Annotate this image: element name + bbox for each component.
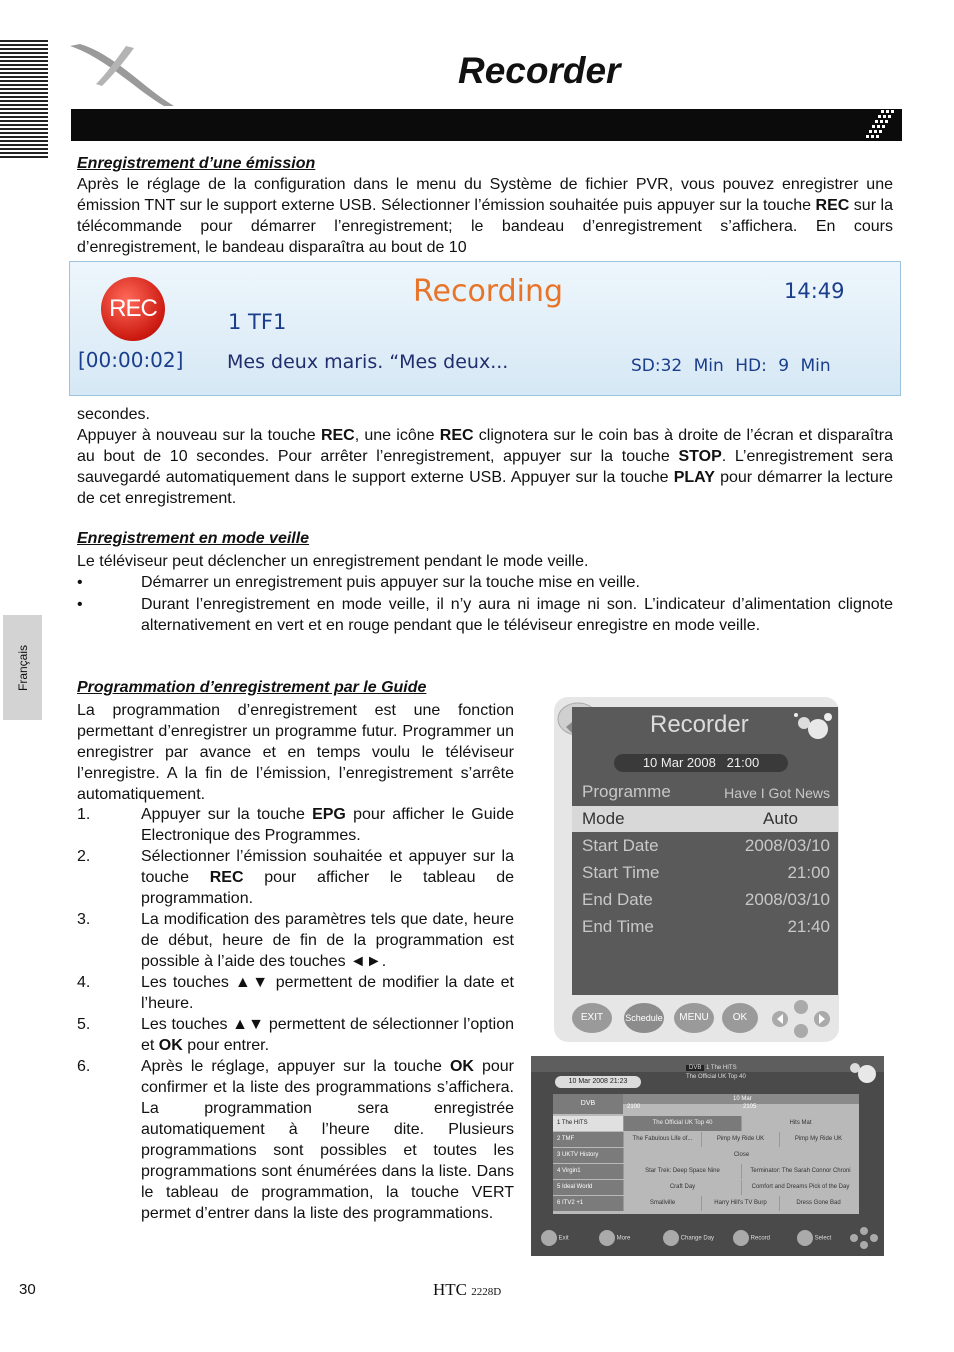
recorder-row[interactable] [572, 806, 838, 832]
recorder-row-value: 2008/03/10 [744, 836, 830, 855]
guide-step-list [77, 804, 514, 1224]
step-number: 6. [77, 1058, 91, 1075]
epg-channel-row[interactable] [553, 1116, 859, 1131]
step-text: Sélectionner l’émission souhaitée et appuyer sur la touche REC pour afficher le tableau de programmation. [141, 848, 515, 907]
recorder-datetime: 10 Mar 2008 21:00 [614, 754, 788, 772]
epg-time-label: 2105 [743, 1104, 757, 1110]
section2-intro: Le téléviseur peut déclencher un enregistrement pendant le mode veille. [77, 553, 589, 570]
title-bar [71, 109, 901, 141]
epg-more-button[interactable]: More [599, 1230, 630, 1247]
brand-logo-icon [66, 40, 176, 112]
bullet-text: Durant l’enregistrement en mode veille, il n’y aura ni image ni son. L’indicateur d’alimentation clignote alternativement en vert et en rouge pendant que le téléviseur enregistre en mode veille. [141, 596, 893, 634]
epg-channel-row[interactable] [553, 1132, 859, 1147]
epg-program-cell[interactable]: Dress Gone Bad [779, 1196, 857, 1211]
list-item [77, 1056, 514, 1224]
recording-heading: Recording [413, 274, 564, 309]
section1-paragraph1: Après le réglage de la configuration dans le menu du Système de fichier PVR, vous pouvez enregistrer une émission TNT sur le support externe USB. Sélectionner l’émission souhaitée puis appuyer sur la touche REC sur la télécommande pour démarrer l’enregistrement; le bandeau d’enregistrement s’affichera. En cours d’enregistrement, le bandeau disparaîtra au bout de 10 [77, 176, 893, 256]
recorder-buttons [570, 999, 838, 1039]
epg-exit-button[interactable]: Exit [541, 1230, 569, 1247]
footer-model-suffix: 2228D [471, 1286, 502, 1298]
epg-program-cell[interactable]: Craft Day [623, 1180, 741, 1195]
epg-info-number: 1 [706, 1065, 710, 1071]
epg-grid [553, 1094, 859, 1214]
step-text: Appuyer sur la touche EPG pour afficher le Guide Electronique des Programmes. [141, 806, 514, 844]
epg-channel-name: 3 UKTV History [553, 1148, 623, 1163]
recorder-row-value: 2008/03/10 [744, 890, 830, 909]
standby-bullet-list [77, 572, 893, 636]
epg-program-cell[interactable]: Smallville [623, 1196, 701, 1211]
epg-select-button[interactable]: Select [797, 1230, 831, 1247]
epg-info-source: DVB [686, 1065, 704, 1071]
recorder-row-value: 21:00 [787, 863, 830, 882]
step-text: Les touches ▲▼ permettent de modifier la date et l’heure. [141, 974, 514, 1012]
recorder-title: Recorder [650, 711, 749, 738]
epg-program-cell[interactable]: Hits Mat [741, 1116, 859, 1131]
step-text: Les touches ▲▼ permettent de sélectionner l’option et OK pour entrer. [141, 1016, 514, 1054]
recording-program: Mes deux maris. “Mes deux... [227, 351, 509, 373]
epg-channel-name: 6 ITV2 +1 [553, 1196, 623, 1211]
epg-date: 10 Mar 2008 21:23 [555, 1076, 641, 1088]
bubbles-icon [788, 709, 834, 743]
section-heading-standby: Enregistrement en mode veille [77, 530, 310, 547]
list-item [77, 594, 893, 636]
epg-change-day-button[interactable]: Change Day [663, 1230, 714, 1247]
epg-program-cell[interactable]: The Official UK Top 40 [623, 1116, 741, 1131]
epg-channel-row[interactable] [553, 1196, 859, 1211]
recorder-row-label: End Time [582, 917, 654, 936]
recording-elapsed: [00:00:02] [78, 348, 184, 372]
bullet-text: Démarrer un enregistrement puis appuyer sur la touche mise en veille. [141, 574, 640, 591]
recording-capacity: SD:32 Min HD: 9 Min [631, 356, 831, 376]
bubbles-icon [847, 1058, 881, 1086]
footer-model [433, 1280, 501, 1300]
step-text: Après le réglage, appuyer sur la touche OK pour confirmer et la liste des programmations s’affichera. La programmation sera enregistrée automatiquement à l’heure dite. Plusieurs programmations sont possibles et toutes les programmations sont énumérées dans la liste. Dans le tableau de programmation, la touche VERT permet d’entrer dans la liste des programmations. [141, 1058, 515, 1222]
epg-channel-name: 1 The HITS [553, 1116, 623, 1131]
recording-banner [69, 261, 901, 396]
recorder-screenshot [554, 697, 839, 1042]
recorder-row[interactable] [572, 860, 838, 886]
recording-channel: 1 TF1 [228, 310, 287, 334]
section-heading-recording: Enregistrement d’une émission [77, 155, 316, 172]
menu-button[interactable]: MENU [674, 1003, 714, 1033]
recorder-row[interactable] [572, 833, 838, 859]
title-bar-dots [860, 109, 902, 141]
recorder-row-label: Start Time [582, 863, 660, 882]
step-number: 5. [77, 1016, 91, 1033]
epg-program-cell[interactable]: Close [623, 1148, 859, 1163]
schedule-button[interactable]: Schedule [624, 1003, 664, 1033]
epg-bottom-bar [535, 1226, 881, 1250]
dpad-icon[interactable] [768, 999, 834, 1039]
recorder-row-label: Mode [582, 809, 625, 828]
recording-clock: 14:49 [784, 279, 845, 303]
step-number: 1. [77, 806, 91, 823]
step-number: 3. [77, 911, 91, 928]
list-item [77, 972, 514, 1014]
epg-program-cell[interactable]: Terminator: The Sarah Connor Chroni [741, 1164, 859, 1179]
epg-program-cell[interactable]: Harry Hill's TV Burp [701, 1196, 779, 1211]
section3-intro: La programmation d’enregistrement est une fonction permettant d’enregistrer un programme futur. Programmer un enregistrer par avance et en temps voulu le téléviseur l’enregistre. A la fin de l’émission, l’enregistrement s’arrête automatiquement. [77, 702, 514, 803]
epg-info [686, 1064, 746, 1082]
epg-channel-name: 2 TMF [553, 1132, 623, 1147]
epg-channel-name: 4 Virgin1 [553, 1164, 623, 1179]
epg-program-cell[interactable]: The Fabulous Life of... [623, 1132, 701, 1147]
epg-channel-row[interactable] [553, 1148, 859, 1163]
recorder-row-value: 21:40 [787, 917, 830, 936]
epg-channel-row[interactable] [553, 1164, 859, 1179]
list-item [77, 804, 514, 846]
list-item [77, 846, 514, 909]
epg-program-cell[interactable]: Pimp My Ride UK [701, 1132, 779, 1147]
section1-paragraph2: secondes. Appuyer à nouveau sur la touche REC, une icône REC clignotera sur le coin bas à droite de l’écran et disparaîtra au bout de 10 secondes. Pour arrêter l’enregistrement, appuyer sur la touche STOP. L’enregistrement sera sauvegardé automatiquement dans le support externe USB. Appuyer sur la touche PLAY pour démarrer la lecture de cet enregistrement. [77, 406, 894, 507]
list-item [77, 1014, 514, 1056]
bullet-marker: • [77, 574, 83, 591]
recorder-row-label: End Date [582, 890, 653, 909]
language-tab-label: Français [15, 644, 30, 691]
step-number: 2. [77, 848, 91, 865]
epg-time-label: 2100 [627, 1104, 641, 1110]
recorder-row-value: Auto [763, 809, 798, 828]
recorder-row[interactable] [572, 914, 838, 940]
epg-day: 10 Mar [623, 1094, 859, 1104]
recorder-row-label: Start Date [582, 836, 659, 855]
epg-program-cell[interactable]: Pimp My Ride UK [779, 1132, 857, 1147]
epg-source-header: DVB [553, 1094, 623, 1114]
epg-channel-row[interactable] [553, 1180, 859, 1195]
epg-program-cell[interactable]: Star Trek: Deep Space Nine [623, 1164, 741, 1179]
step-text: La modification des paramètres tels que date, heure de début, heure de fin de la programmation est possible à l’aide des touches ◄►. [141, 911, 514, 970]
ok-button[interactable]: OK [722, 1003, 758, 1033]
bullet-marker: • [77, 596, 83, 613]
epg-program-cell[interactable]: Comfort and Dreams Pick of the Day [741, 1180, 859, 1195]
recorder-row[interactable] [572, 779, 838, 805]
exit-button[interactable]: EXIT [572, 1003, 612, 1033]
header-stripes [0, 40, 48, 160]
recorder-row[interactable] [572, 887, 838, 913]
list-item [77, 909, 514, 972]
epg-screenshot [531, 1056, 884, 1256]
recorder-panel [572, 707, 838, 995]
step-number: 4. [77, 974, 91, 991]
page-title: Recorder [458, 50, 621, 91]
recorder-row-value: Have I Got News [724, 785, 830, 801]
epg-info-title: The HITS [710, 1065, 737, 1071]
footer-model-name: HTC [433, 1280, 467, 1299]
language-tab [3, 615, 42, 720]
rec-icon: REC [101, 277, 165, 341]
recorder-row-label: Programme [582, 782, 671, 801]
dpad-icon[interactable] [849, 1226, 879, 1250]
epg-info-subtitle: The Official UK Top 40 [686, 1074, 746, 1080]
page-number: 30 [19, 1281, 36, 1298]
section-heading-guide: Programmation d’enregistrement par le Guide [77, 679, 427, 696]
epg-record-button[interactable]: Record [733, 1230, 770, 1247]
epg-channel-name: 5 Ideal World [553, 1180, 623, 1195]
list-item [77, 572, 893, 593]
